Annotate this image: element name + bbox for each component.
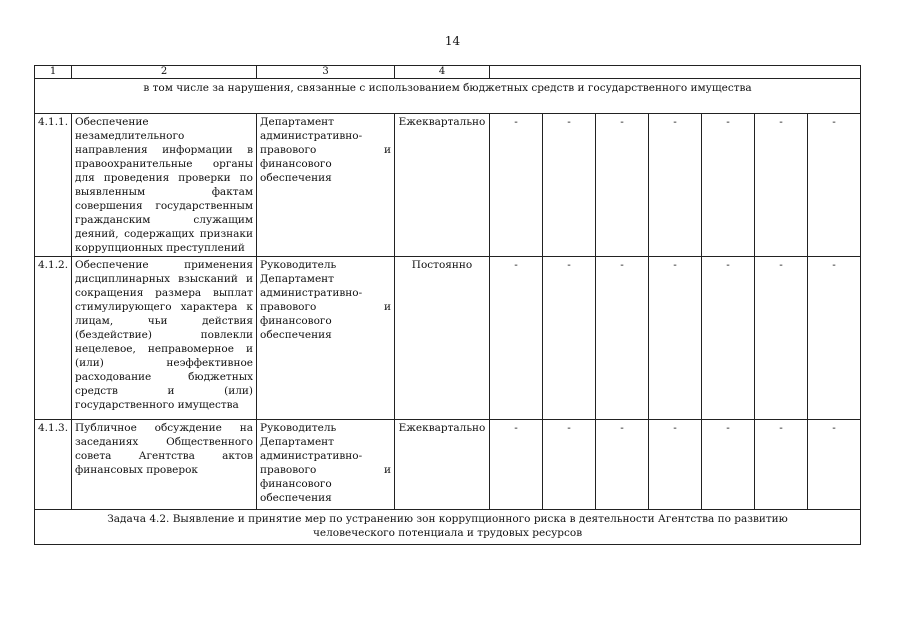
value-cell: - [702,114,755,257]
value-cell: - [490,257,543,420]
row-number: 4.1.1. [35,114,72,257]
action-text: Публичное обсуждение на заседаниях Общественного совета Агентства актов финансовых проверок [72,420,257,510]
task-header-row [35,510,861,545]
table-row [35,420,861,510]
action-text: Обеспечение применения дисциплинарных взысканий и сокращения размера выплат стимулирующего характера к лицам, чьи действия (бездействие) повлекли нецелевое, неправомерное и (или) неэффективное расходование бюджетных средств и (или) государственного имущества [72,257,257,420]
value-cell: - [649,114,702,257]
value-cell: - [596,420,649,510]
term-text: Ежеквартально [395,114,490,257]
column-number: 1 [35,66,72,79]
task-header: Задача 4.2. Выявление и принятие мер по устранению зон коррупционного риска в деятельности Агентства по развитию человеческого потенциала и трудовых ресурсов [35,510,861,545]
value-cell: - [649,420,702,510]
responsible-text: Руководитель Департамент административно-правового и финансового обеспечения [257,420,395,510]
table-row [35,114,861,257]
value-cell: - [649,257,702,420]
column-number-row [35,66,861,79]
value-cell: - [596,257,649,420]
table-row [35,257,861,420]
value-cell: - [808,114,861,257]
value-cell: - [808,257,861,420]
page-number: 14 [444,34,461,48]
responsible-text: Руководитель Департамент административно-правового и финансового обеспечения [257,257,395,420]
responsible-text: Департамент административно-правового и финансового обеспечения [257,114,395,257]
value-cell: - [490,420,543,510]
value-cell: - [702,420,755,510]
value-cell: - [490,114,543,257]
section-header: в том числе за нарушения, связанные с использованием бюджетных средств и государственного имущества [35,79,861,114]
value-cell: - [543,420,596,510]
plan-table [34,65,861,545]
row-number: 4.1.2. [35,257,72,420]
value-cell: - [808,420,861,510]
column-number-empty [490,66,861,79]
column-number: 4 [395,66,490,79]
action-text: Обеспечение незамедлительного направления информации в правоохранительные органы для проведения проверки по выявленным фактам совершения государственным гражданским служащим деяний, содержащих признаки коррупционных преступлений [72,114,257,257]
value-cell: - [543,257,596,420]
term-text: Ежеквартально [395,420,490,510]
value-cell: - [596,114,649,257]
row-number: 4.1.3. [35,420,72,510]
value-cell: - [755,114,808,257]
value-cell: - [755,257,808,420]
term-text: Постоянно [395,257,490,420]
column-number: 3 [257,66,395,79]
value-cell: - [543,114,596,257]
column-number: 2 [72,66,257,79]
value-cell: - [755,420,808,510]
value-cell: - [702,257,755,420]
section-header-row [35,79,861,114]
